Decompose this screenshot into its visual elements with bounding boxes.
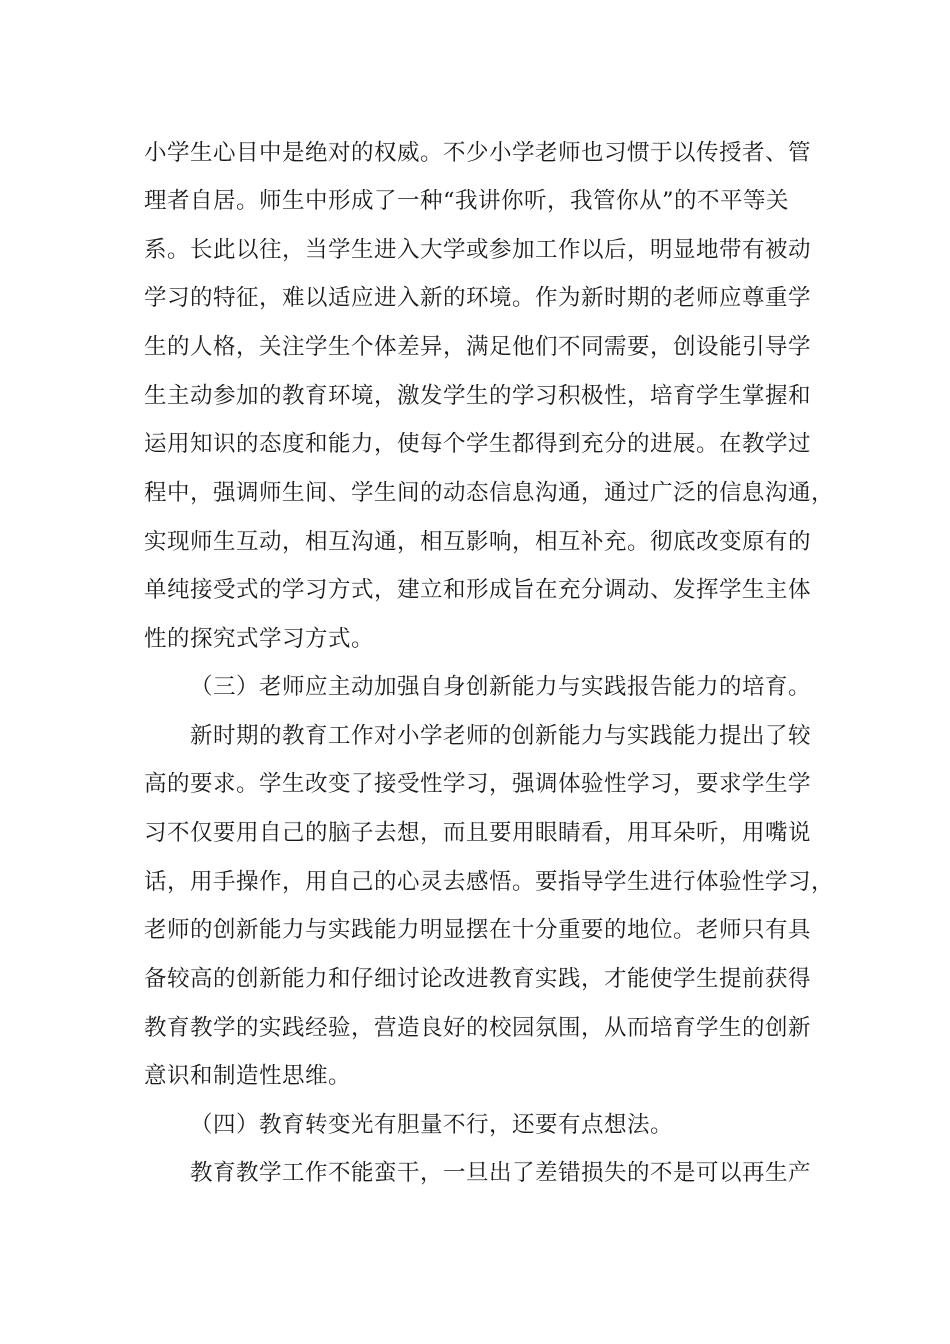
text-line: 生的人格，关注学生个体差异，满足他们不同需要，创设能引导学 xyxy=(144,334,812,360)
text-line: 教育教学的实践经验，营造良好的校园氛围，从而培育学生的创新 xyxy=(144,1015,812,1041)
text-line: 习不仅要用自己的脑子去想，而且要用眼睛看，用耳朵听，用嘴说 xyxy=(144,820,812,846)
text-line: 话，用手操作，用自己的心灵去感悟。要指导学生进行体验性学习， xyxy=(144,869,835,895)
section-heading: （四）教育转变光有胆量不行，还要有点想法。 xyxy=(190,1112,674,1138)
text-line: 小学生心目中是绝对的权威。不少小学老师也习惯于以传授者、管 xyxy=(144,140,812,166)
text-line: 性的探究式学习方式。 xyxy=(144,626,375,652)
text-line: 实现师生互动，相互沟通，相互影响，相互补充。彻底改变原有的 xyxy=(144,529,812,555)
text-line: 老师的创新能力与实践能力明显摆在十分重要的地位。老师只有具 xyxy=(144,917,812,943)
text-line: 生主动参加的教育环境，激发学生的学习积极性，培育学生掌握和 xyxy=(144,383,812,409)
text-line: 高的要求。学生改变了接受性学习，强调体验性学习，要求学生学 xyxy=(144,771,812,797)
text-line: 系。长此以往，当学生进入大学或参加工作以后，明显地带有被动 xyxy=(144,237,812,263)
section-heading: （三）老师应主动加强自身创新能力与实践报告能力的培育。 xyxy=(190,674,812,700)
text-line: 运用知识的态度和能力，使每个学生都得到充分的进展。在教学过 xyxy=(144,431,812,457)
text-line: 意识和制造性思维。 xyxy=(144,1063,352,1089)
text-line: 程中，强调师生间、学生间的动态信息沟通，通过广泛的信息沟通， xyxy=(144,480,835,506)
text-line: 学习的特征，难以适应进入新的环境。作为新时期的老师应尊重学 xyxy=(144,285,812,311)
text-line: 理者自居。师生中形成了一种“我讲你听，我管你从”的不平等关 xyxy=(144,188,790,214)
paragraph-first-line: 新时期的教育工作对小学老师的创新能力与实践能力提出了较 xyxy=(190,723,812,749)
text-line: 备较高的创新能力和仔细讨论改进教育实践，才能使学生提前获得 xyxy=(144,966,812,992)
text-line: 单纯接受式的学习方式，建立和形成旨在充分调动、发挥学生主体 xyxy=(144,577,812,603)
paragraph-first-line: 教育教学工作不能蛮干，一旦出了差错损失的不是可以再生产 xyxy=(190,1160,812,1186)
